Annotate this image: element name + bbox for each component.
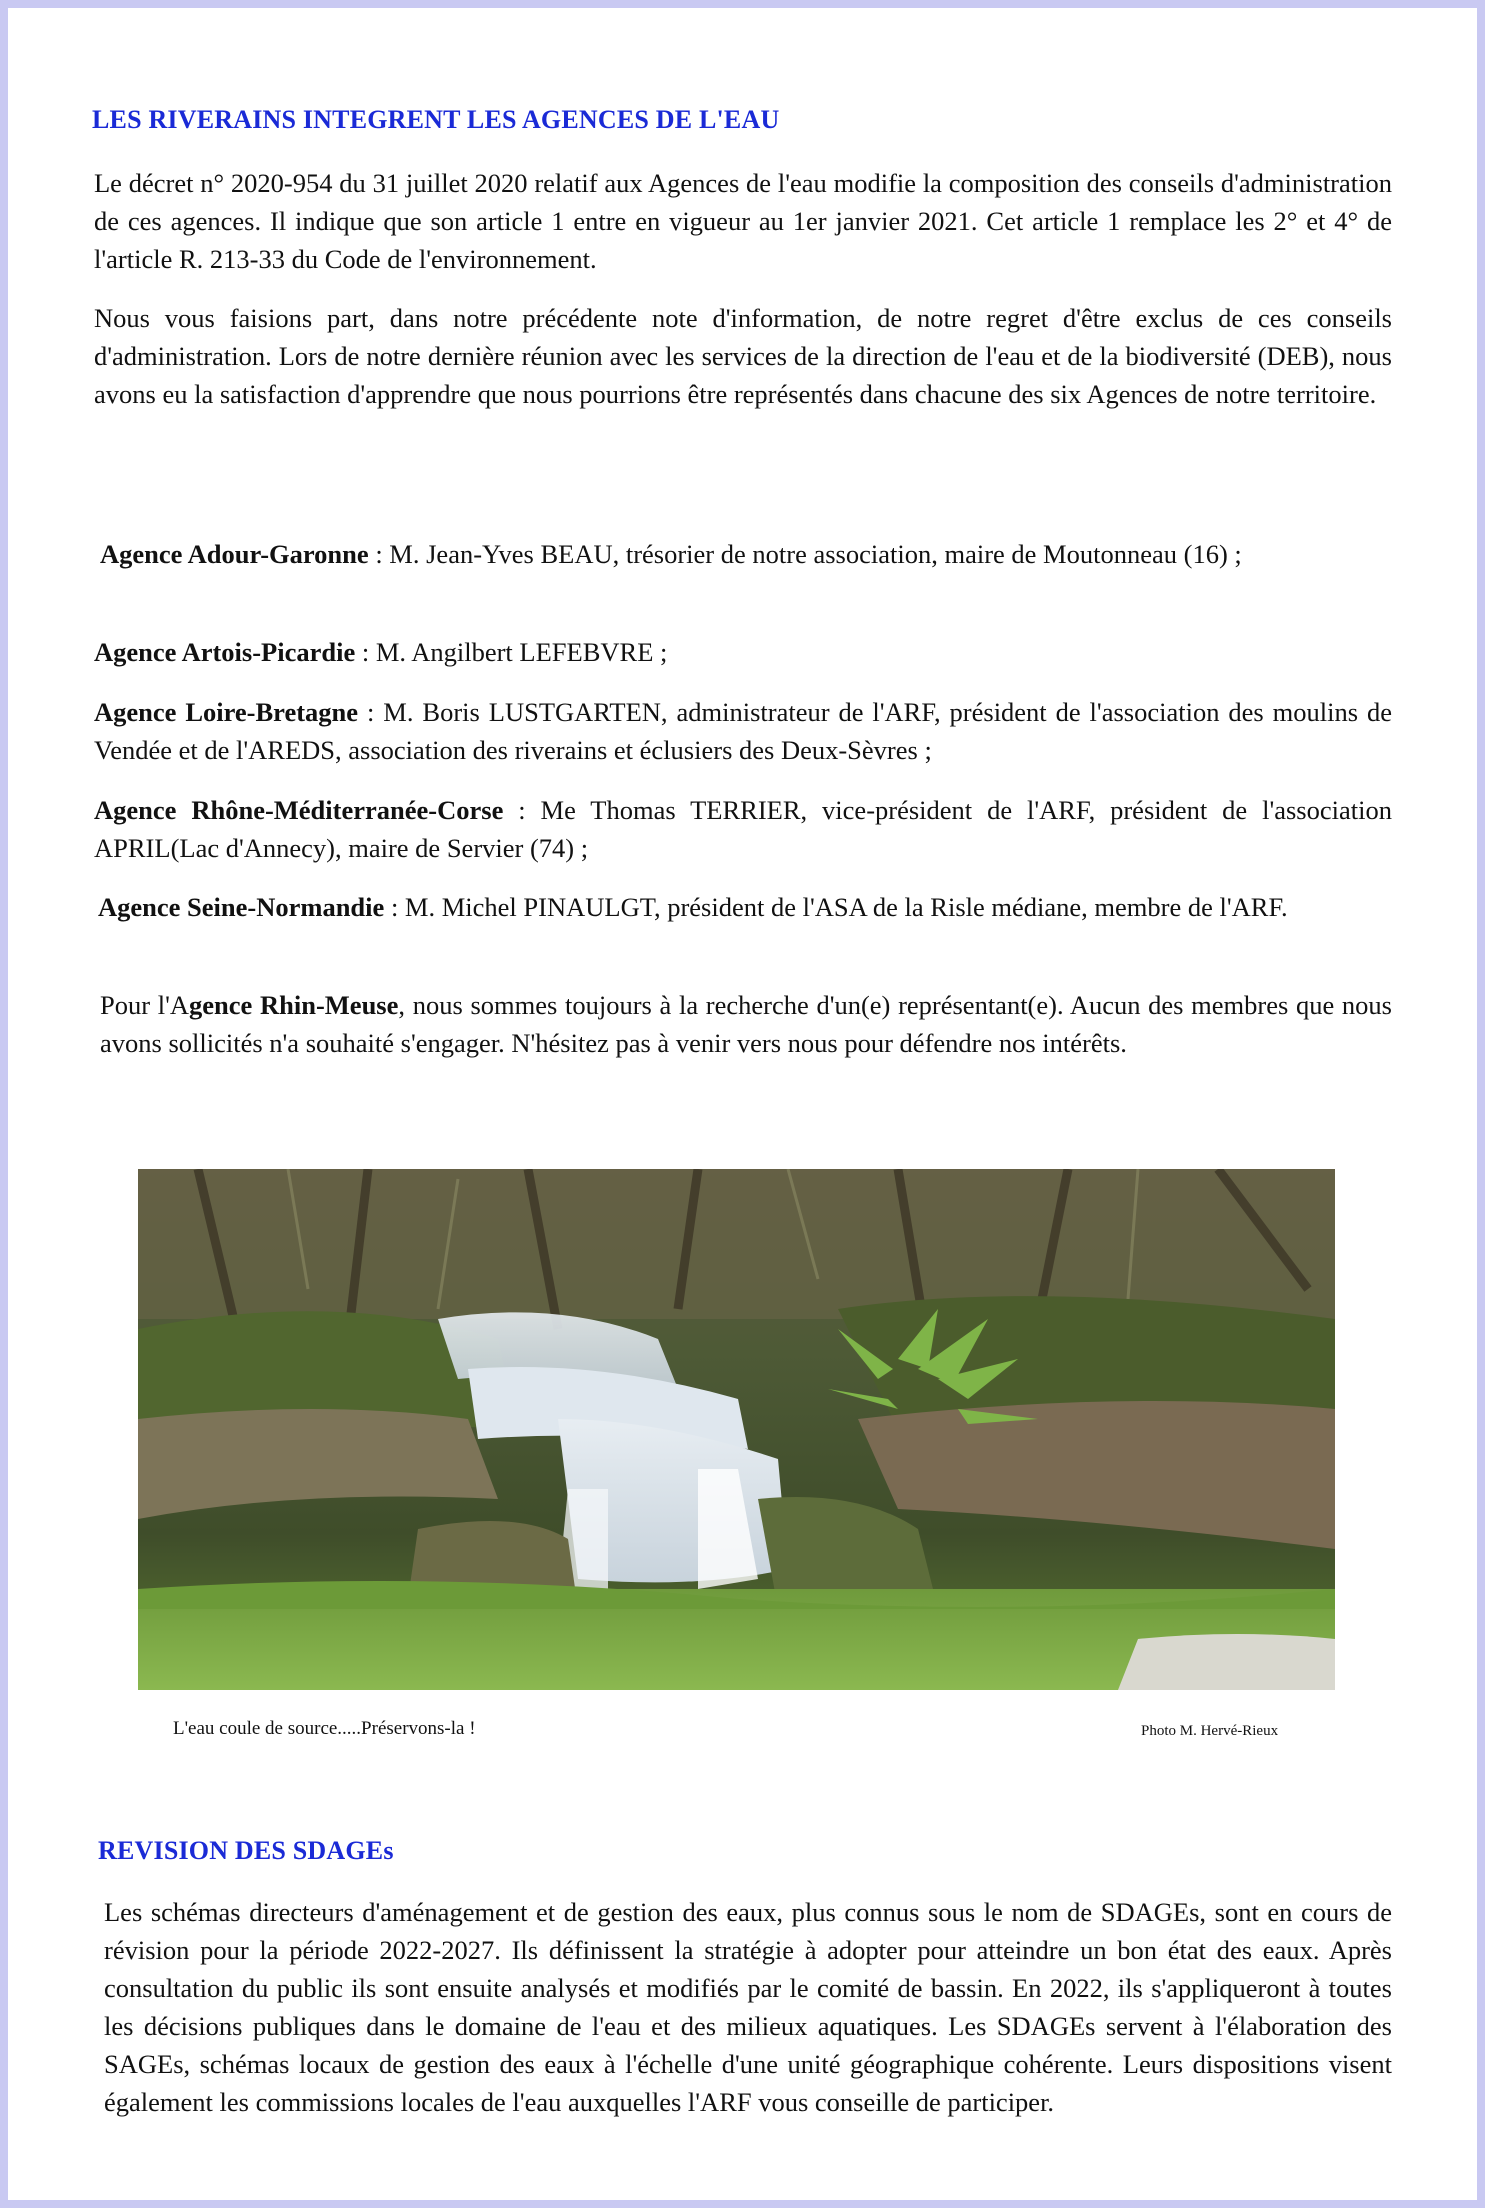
agency-item-seine-normandie <box>98 888 1394 926</box>
agency-text: : M. Michel PINAULGT, président de l'ASA de la Risle médiane, membre de l'ARF. <box>384 892 1288 922</box>
rhin-meuse-after: , nous sommes toujours à la recherche d'un(e) représentant(e). Aucun des membres que nous avons sollicités n'a souhaité s'engager. N'hésitez pas à venir vers nous pour défendre nos intérêts. <box>100 990 1392 1058</box>
photo-credit: Photo M. Hervé-Rieux <box>1141 1723 1279 1739</box>
waterfall-image <box>138 1169 1335 1690</box>
agency-name: Agence Adour-Garonne <box>100 539 369 569</box>
agency-name: Agence Seine-Normandie <box>98 892 385 922</box>
photo-caption: L'eau coule de source.....Préservons-la ! <box>173 1718 476 1739</box>
rhin-meuse-before: Pour l'A <box>100 990 190 1020</box>
paragraph-sdages: Les schémas directeurs d'aménagement et de gestion des eaux, plus connus sous le nom de SDAGEs, sont en cours de révision pour la période 2022-2027. Ils définissent la stratégie à adopter pour atteindre un bon état des eaux. Après consultation du public ils sont ensuite analysés et modifiés par le comité de bassin. En 2022, ils s'appliqueront à toutes les décisions publiques dans le domaine de l'eau et des milieux aquatiques. Les SDAGEs servent à l'élaboration des SAGEs, schémas locaux de gestion des eaux à l'échelle d'une unité géographique cohérente. Leurs dispositions visent également les commissions locales de l'eau auxquelles l'ARF vous conseille de participer. <box>104 1897 1392 2117</box>
agency-item-artois-picardie <box>94 633 1392 671</box>
agency-text: : M. Boris LUSTGARTEN, administrateur de l'ARF, président de l'association des moulins de Vendée et de l'AREDS, association des riverains et éclusiers des Deux-Sèvres ; <box>94 697 1392 765</box>
agency-item-loire-bretagne <box>94 693 1392 769</box>
agency-item-adour-garonne <box>100 535 1394 573</box>
section-title-riverains: LES RIVERAINS INTEGRENT LES AGENCES DE L'EAU <box>92 105 780 134</box>
agency-name: Agence Artois-Picardie <box>94 637 356 667</box>
waterfall-photo <box>138 1169 1335 1690</box>
paragraph-regret: Nous vous faisions part, dans notre précédente note d'information, de notre regret d'être exclus de ces conseils d'administration. Lors de notre dernière réunion avec les services de la direction de l'eau et de la biodiversité (DEB), nous avons eu la satisfaction d'apprendre que nous pourrions être représentés dans chacune des six Agences de notre territoire. <box>94 303 1392 409</box>
paragraph-decret: Le décret n° 2020-954 du 31 juillet 2020 relatif aux Agences de l'eau modifie la composition des conseils d'administration de ces agences. Il indique que son article 1 entre en vigueur au 1er janvier 2021. Cet article 1 remplace les 2° et 4° de l'article R. 213-33 du Code de l'environnement. <box>94 168 1392 274</box>
agency-text: : M. Angilbert LEFEBVRE ; <box>355 637 668 667</box>
agency-text: : Me Thomas TERRIER, vice-président de l'ARF, président de l'association APRIL(Lac d'Annecy), maire de Servier (74) ; <box>94 795 1392 863</box>
agency-item-rhone-mediterranee-corse <box>94 791 1392 867</box>
agency-name: Agence Rhône-Méditerranée-Corse <box>94 795 504 825</box>
paragraph-rhin-meuse <box>100 986 1392 1062</box>
agency-name: Agence Loire-Bretagne <box>94 697 359 727</box>
agency-text: : M. Jean-Yves BEAU, trésorier de notre association, maire de Moutonneau (16) ; <box>368 539 1242 569</box>
rhin-meuse-agency: gence Rhin-Meuse <box>189 990 399 1020</box>
section-title-sdages: REVISION DES SDAGEs <box>98 1836 394 1865</box>
